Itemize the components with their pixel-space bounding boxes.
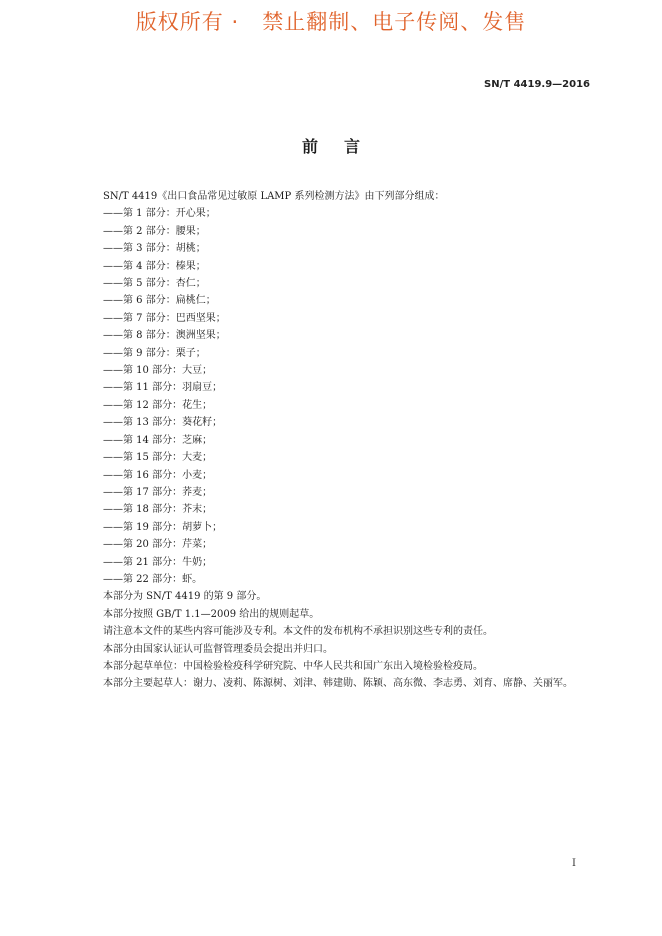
list-item: ——第 14 部分：芝麻； bbox=[103, 434, 213, 446]
list-item: ——第 3 部分：胡桃； bbox=[103, 243, 206, 255]
list-item: ——第 5 部分：杏仁； bbox=[103, 278, 206, 290]
list-item: ——第 2 部分：腰果； bbox=[103, 225, 206, 237]
list-item: ——第 6 部分：扁桃仁； bbox=[103, 295, 216, 307]
list-item: ——第 8 部分：澳洲坚果； bbox=[103, 330, 226, 342]
list-item: ——第 17 部分：荞麦； bbox=[103, 486, 213, 498]
parts-list bbox=[103, 205, 623, 588]
page-title: 前言 bbox=[301, 137, 386, 156]
list-item: ——第 18 部分：芥末； bbox=[103, 504, 213, 516]
list-item: ——第 1 部分：开心果； bbox=[103, 208, 216, 220]
list-item: ——第 20 部分：芹菜； bbox=[103, 539, 213, 551]
list-item: ——第 22 部分：虾。 bbox=[103, 573, 203, 585]
drafting-rules-statement: 本部分按照 GB/T 1.1—2009 给出的规则起草。 bbox=[103, 608, 320, 620]
list-item: ——第 19 部分：胡萝卜； bbox=[103, 521, 223, 533]
copyright-watermark: 版权所有 · 禁止翻制、电子传阅、发售 bbox=[135, 10, 527, 34]
list-item: ——第 16 部分：小麦； bbox=[103, 469, 213, 481]
list-item: ——第 15 部分：大麦； bbox=[103, 452, 213, 464]
list-item: ——第 7 部分：巴西坚果； bbox=[103, 312, 226, 324]
drafting-units-statement: 本部分起草单位：中国检验检疫科学研究院、中华人民共和国广东出入境检验检疫局。 bbox=[103, 660, 483, 672]
drafters-statement: 本部分主要起草人：谢力、凌莉、陈源树、刘津、韩建勋、陈颖、高东微、李志勇、刘育、席静、关丽军。 bbox=[103, 678, 573, 690]
list-item: ——第 12 部分：花生； bbox=[103, 399, 213, 411]
proposed-by-statement: 本部分由国家认证认可监督管理委员会提出并归口。 bbox=[103, 643, 333, 655]
list-item: ——第 13 部分：葵花籽； bbox=[103, 417, 223, 429]
patent-notice: 请注意本文件的某些内容可能涉及专利。本文件的发布机构不承担识别这些专利的责任。 bbox=[103, 626, 493, 638]
list-item: ——第 4 部分：榛果； bbox=[103, 260, 206, 272]
page-number: I bbox=[572, 858, 576, 869]
intro-text: SN/T 4419《出口食品常见过敏原 LAMP 系列检测方法》由下列部分组成： bbox=[103, 191, 445, 202]
part-of-statement: 本部分为 SN/T 4419 的第 9 部分。 bbox=[103, 591, 267, 603]
foreword-body bbox=[103, 188, 623, 693]
list-item: ——第 9 部分：栗子； bbox=[103, 347, 206, 359]
standard-code: SN/T 4419.9—2016 bbox=[484, 79, 590, 90]
list-item: ——第 11 部分：羽扇豆； bbox=[103, 382, 223, 394]
list-item: ——第 10 部分：大豆； bbox=[103, 365, 213, 377]
list-item: ——第 21 部分：牛奶； bbox=[103, 556, 213, 568]
